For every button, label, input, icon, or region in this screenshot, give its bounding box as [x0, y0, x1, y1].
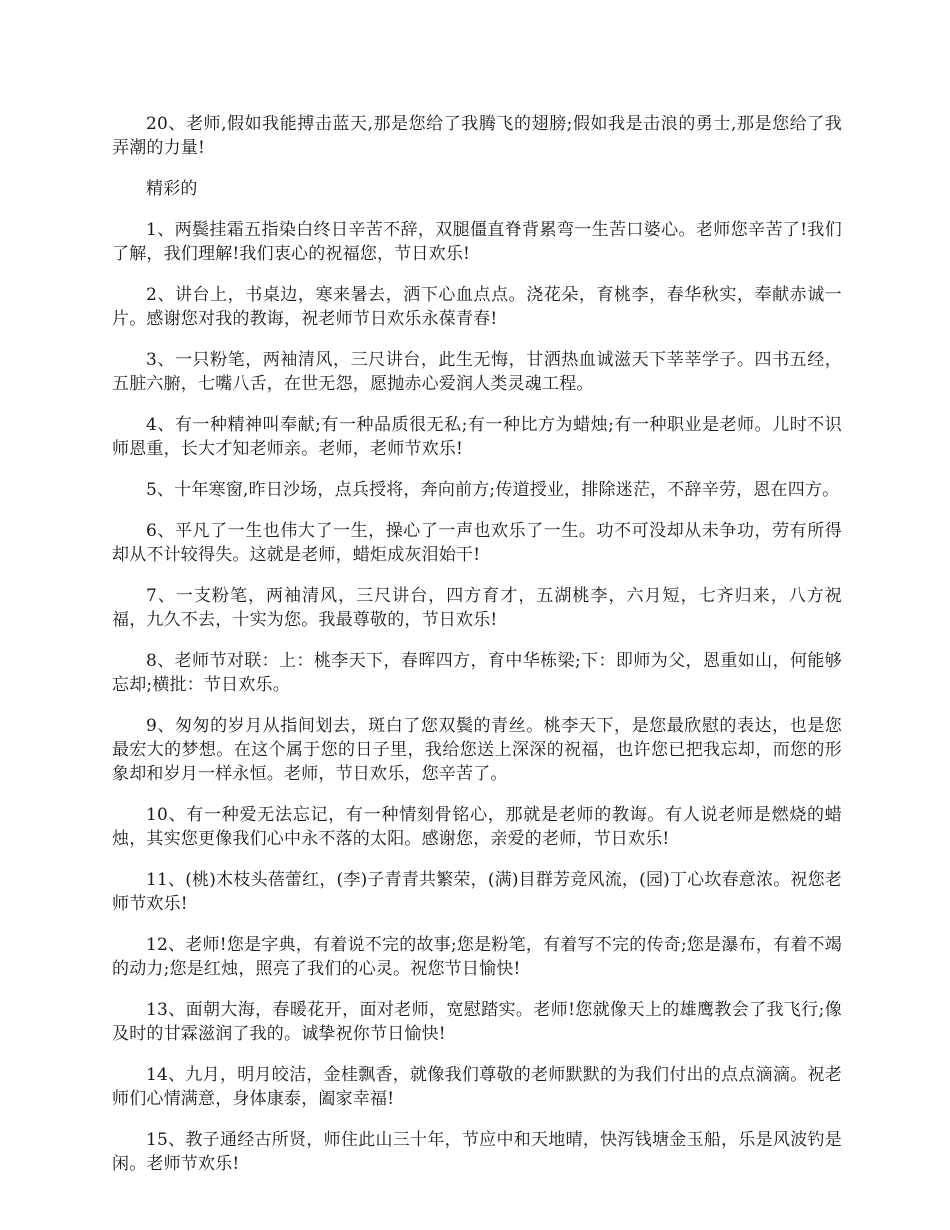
paragraph-3: 3、一只粉笔，两袖清风，三尺讲台，此生无悔，甘洒热血诚滋天下莘莘学子。四书五经，五脏六腑，七嘴八舌，在世无怨，愿抛赤心爱润人类灵魂工程。	[112, 350, 842, 394]
paragraph-13: 13、面朝大海，春暖花开，面对老师，宽慰踏实。老师!您就像天上的雄鹰教会了我飞行;像及时的甘霖滋润了我的。诚挚祝你节日愉快!	[112, 1000, 842, 1044]
paragraph-15: 15、教子通经古所贤，师住此山三十年，节应中和天地晴，快泻钱塘金玉船，乐是风波钓是闲。老师节欢乐!	[112, 1130, 842, 1174]
paragraph-4: 4、有一种精神叫奉献;有一种品质很无私;有一种比方为蜡烛;有一种职业是老师。儿时不识师恩重，长大才知老师亲。老师，老师节欢乐!	[112, 415, 842, 459]
paragraph-6: 6、平凡了一生也伟大了一生，操心了一声也欢乐了一生。功不可没却从未争功，劳有所得却从不计较得失。这就是老师，蜡炬成灰泪始干!	[112, 521, 842, 565]
paragraph-20: 20、老师,假如我能搏击蓝天,那是您给了我腾飞的翅膀;假如我是击浪的勇士,那是您给了我弄潮的力量!	[112, 114, 842, 158]
paragraph-9: 9、匆匆的岁月从指间划去，斑白了您双鬓的青丝。桃李天下，是您最欣慰的表达，也是您最宏大的梦想。在这个属于您的日子里，我给您送上深深的祝福，也许您已把我忘却，而您的形象却和岁月一样永恒。老师，节日欢乐，您辛苦了。	[112, 716, 842, 784]
paragraph-1: 1、两鬓挂霜五指染白终日辛苦不辞，双腿僵直脊背累弯一生苦口婆心。老师您辛苦了!我们了解，我们理解!我们衷心的祝福您，节日欢乐!	[112, 220, 842, 264]
paragraph-10: 10、有一种爱无法忘记，有一种情刻骨铭心，那就是老师的教诲。有人说老师是燃烧的蜡烛，其实您更像我们心中永不落的太阳。感谢您，亲爱的老师，节日欢乐!	[112, 805, 842, 849]
paragraph-8: 8、老师节对联：上：桃李天下，春晖四方，育中华栋梁;下：即师为父，恩重如山，何能够忘却;横批：节日欢乐。	[112, 651, 842, 695]
paragraph-14: 14、九月，明月皎洁，金桂飘香，就像我们尊敬的老师默默的为我们付出的点点滴滴。祝老师们心情满意，身体康泰，阖家幸福!	[112, 1065, 842, 1109]
paragraph-7: 7、一支粉笔，两袖清风，三尺讲台，四方育才，五湖桃李，六月短，七齐归来，八方祝福，九久不去，十实为您。我最尊敬的，节日欢乐!	[112, 586, 842, 630]
section-heading: 精彩的	[146, 179, 198, 199]
paragraph-12: 12、老师!您是字典，有着说不完的故事;您是粉笔，有着写不完的传奇;您是瀑布，有着不竭的动力;您是红烛，照亮了我们的心灵。祝您节日愉快!	[112, 935, 842, 979]
paragraph-11: 11、(桃)木枝头蓓蕾红，(李)子青青共繁荣，(满)目群芳竞风流，(园)丁心坎春意浓。祝您老师节欢乐!	[112, 870, 842, 914]
paragraph-5: 5、十年寒窗,昨日沙场，点兵授将，奔向前方;传道授业，排除迷茫，不辞辛劳，恩在四方。	[146, 480, 840, 500]
document-body	[112, 112, 842, 1193]
paragraph-2: 2、讲台上，书桌边，寒来暑去，洒下心血点点。浇花朵，育桃李，春华秋实，奉献赤诚一片。感谢您对我的教诲，祝老师节日欢乐永葆青春!	[112, 285, 842, 329]
